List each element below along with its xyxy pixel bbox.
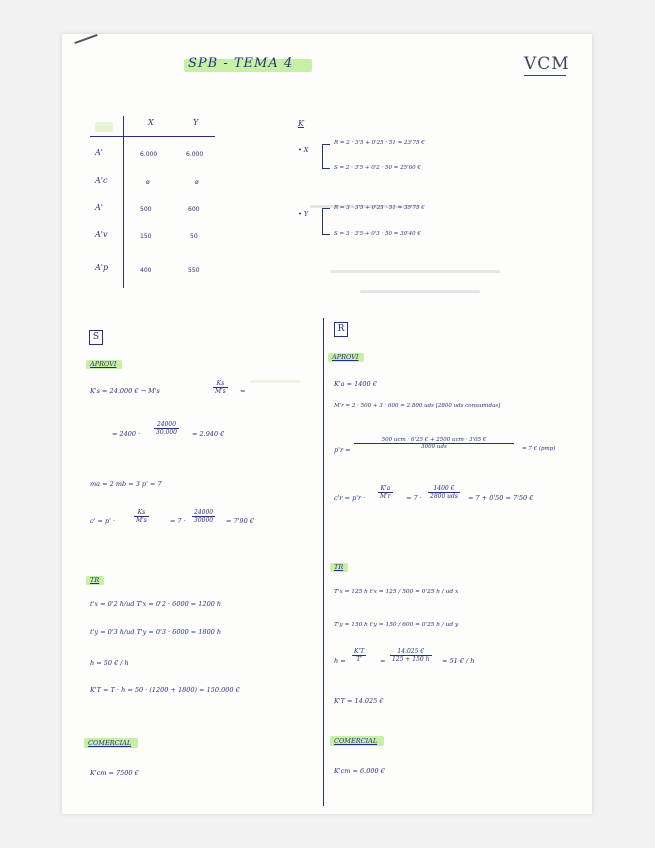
table-row-label: A'p: [95, 263, 109, 272]
fraction-numerator: Ks: [134, 509, 149, 517]
table-row-label: A': [95, 203, 103, 212]
table-row-label: A'c: [95, 176, 108, 185]
right-tr-fraction3b: [390, 648, 432, 663]
table-cell: 500: [140, 206, 152, 213]
table-header-rule: [90, 136, 215, 137]
brand-logo: VCM: [524, 54, 570, 74]
k-y-bracket: [322, 208, 323, 235]
k-x-bracket-bottom: [322, 168, 330, 169]
right-tr-line4: K'T = 14.025 €: [334, 697, 384, 705]
comercial-heading-left: COMERCIAL: [88, 739, 132, 747]
table-cell: ø: [146, 179, 150, 186]
left-comercial-line1: K'cm = 7500 €: [90, 769, 139, 777]
right-tr-line3-result: = 51 € / h: [442, 657, 475, 665]
bleed-through-mark: [330, 270, 500, 273]
left-aprov-line4-result: = 7'90 €: [226, 517, 254, 525]
left-aprov-line3: ma = 2 mb = 3 p' = 7: [90, 480, 162, 488]
table-cell: 6.000: [186, 151, 204, 158]
table-cell: 550: [188, 267, 200, 274]
comercial-heading-right: COMERCIAL: [334, 737, 378, 745]
aprov-heading-left: APROVI: [90, 360, 117, 368]
tr-heading-left: TR: [90, 576, 100, 584]
column-divider: [323, 318, 324, 806]
left-tr-line2: t'y = 0'3 h/ud T'y = 0'3 · 6000 = 1800 h: [90, 628, 222, 636]
page-title: SPB - TEMA 4: [188, 56, 294, 71]
right-comercial-line1: K'cm = 6.000 €: [334, 767, 385, 775]
right-aprov-line4: c'r = p'r ·: [334, 494, 366, 502]
k-y-label: • Y: [298, 210, 309, 218]
table-cell: 50: [190, 233, 198, 240]
fraction-denominator: 2800 uds: [430, 493, 458, 500]
table-header-y: Y: [193, 118, 199, 127]
right-tr-line2: T'y = 150 h t'y = 150 / 600 = 0'25 h / ud y: [334, 622, 459, 628]
fraction-numerator: 24000: [154, 421, 179, 429]
right-aprov-fraction4: [378, 485, 393, 500]
left-aprov-line1: K's = 24.000 € → M's: [90, 387, 160, 395]
table-cell: ø: [195, 179, 199, 186]
left-aprov-eq-sign: =: [240, 387, 246, 395]
k-y-bracket-top: [322, 208, 330, 209]
fraction-denominator: M's: [136, 517, 147, 524]
right-aprov-line4-result: = 7 + 0'50 = 7'50 €: [468, 494, 534, 502]
right-tr-line3: h =: [334, 657, 346, 665]
fraction-denominator: T': [356, 656, 362, 663]
table-corner-highlight: [95, 122, 113, 132]
right-aprov-line3-result: = 7 € (pmp): [522, 446, 556, 452]
fraction-denominator: 3000 uds: [421, 444, 447, 450]
fraction-numerator: 24000: [194, 509, 214, 516]
right-aprov-line3: p'r =: [334, 446, 351, 454]
left-aprov-line4-mid: = 7 ·: [170, 517, 186, 525]
k-x-bracket: [322, 144, 323, 169]
bleed-through-mark: [250, 380, 300, 383]
right-aprov-fraction4b: [428, 485, 460, 500]
left-aprov-fraction4b: [192, 509, 215, 524]
aprov-heading-right: APROVI: [332, 353, 359, 361]
fraction-numerator: 1400 €: [428, 485, 460, 493]
fraction-numerator: K'a: [378, 485, 393, 493]
right-aprov-line4-mid: = 7 ·: [406, 494, 422, 502]
left-aprov-fraction1: [213, 380, 228, 395]
right-tr-line1: T'x = 125 h t'x = 125 / 500 = 0'25 h / ud x: [334, 589, 459, 595]
table-cell: 600: [188, 206, 200, 213]
right-tr-line3-mid: =: [380, 657, 386, 665]
left-tr-line3: h = 50 € / h: [90, 659, 129, 667]
table-row-label: A'v: [95, 230, 108, 239]
table-cell: 150: [140, 233, 152, 240]
table-column-rule: [123, 116, 124, 288]
left-tr-line4: K'T = T · h = 50 · (1200 + 1800) = 150.000 €: [90, 686, 240, 694]
k-x-s: S = 2 · 3'5 + 0'2 · 50 = 25'60 €: [334, 165, 421, 171]
k-x-r: R = 2 · 3'5 + 0'25 · 51 = 23'75 €: [334, 140, 425, 146]
fraction-numerator: K'T: [354, 648, 365, 655]
left-tr-line1: t'x = 0'2 h/ud T'x = 0'2 · 6000 = 1200 h: [90, 600, 222, 608]
k-y-bracket-bottom: [322, 234, 330, 235]
logo-underline: [524, 75, 566, 76]
fraction-denominator: 125 + 150 h: [392, 656, 430, 663]
fraction-denominator: 30.000: [156, 429, 177, 436]
table-cell: 400: [140, 267, 152, 274]
k-y-r: R = 3 · 3'5 + 0'25 · 51 = 35'75 €: [334, 205, 425, 211]
k-x-bracket-top: [322, 144, 330, 145]
table-row-label: A': [95, 148, 103, 157]
left-aprov-line2-result: = 2.940 €: [192, 430, 225, 438]
left-aprov-line4: c' = p' ·: [90, 517, 116, 525]
tr-heading-right: TR: [334, 563, 344, 571]
fraction-numerator: 500 ucm · 6'25 € + 2500 ucm · 3'05 €: [354, 437, 514, 444]
right-tr-fraction3: [352, 648, 366, 663]
k-y-s: S = 3 · 3'5 + 0'3 · 50 = 30'40 €: [334, 231, 421, 237]
left-aprov-fraction4: [134, 509, 149, 524]
left-aprov-fraction2: [154, 421, 179, 436]
fraction-denominator: M's: [215, 388, 226, 395]
bleed-through-mark: [360, 290, 480, 293]
table-header-x: X: [148, 118, 154, 127]
right-aprov-line1: K'a = 1400 €: [334, 380, 377, 388]
fraction-denominator: 30000: [194, 517, 214, 524]
right-aprov-line2: M'r = 2 · 500 + 3 · 600 = 2.800 uds [2800 uds consumidas]: [334, 403, 501, 409]
table-cell: 6.000: [140, 151, 158, 158]
k-block-title: K: [298, 119, 304, 128]
k-x-label: • X: [298, 146, 309, 154]
left-aprov-line2: = 2400 ·: [112, 430, 141, 438]
fraction-denominator: M'r: [380, 493, 391, 500]
section-tag-s: S: [89, 330, 103, 345]
right-aprov-fraction3: [354, 437, 514, 450]
fraction-numerator: 14.025 €: [390, 648, 432, 656]
section-tag-r: R: [334, 322, 348, 337]
fraction-numerator: Ks: [213, 380, 228, 388]
